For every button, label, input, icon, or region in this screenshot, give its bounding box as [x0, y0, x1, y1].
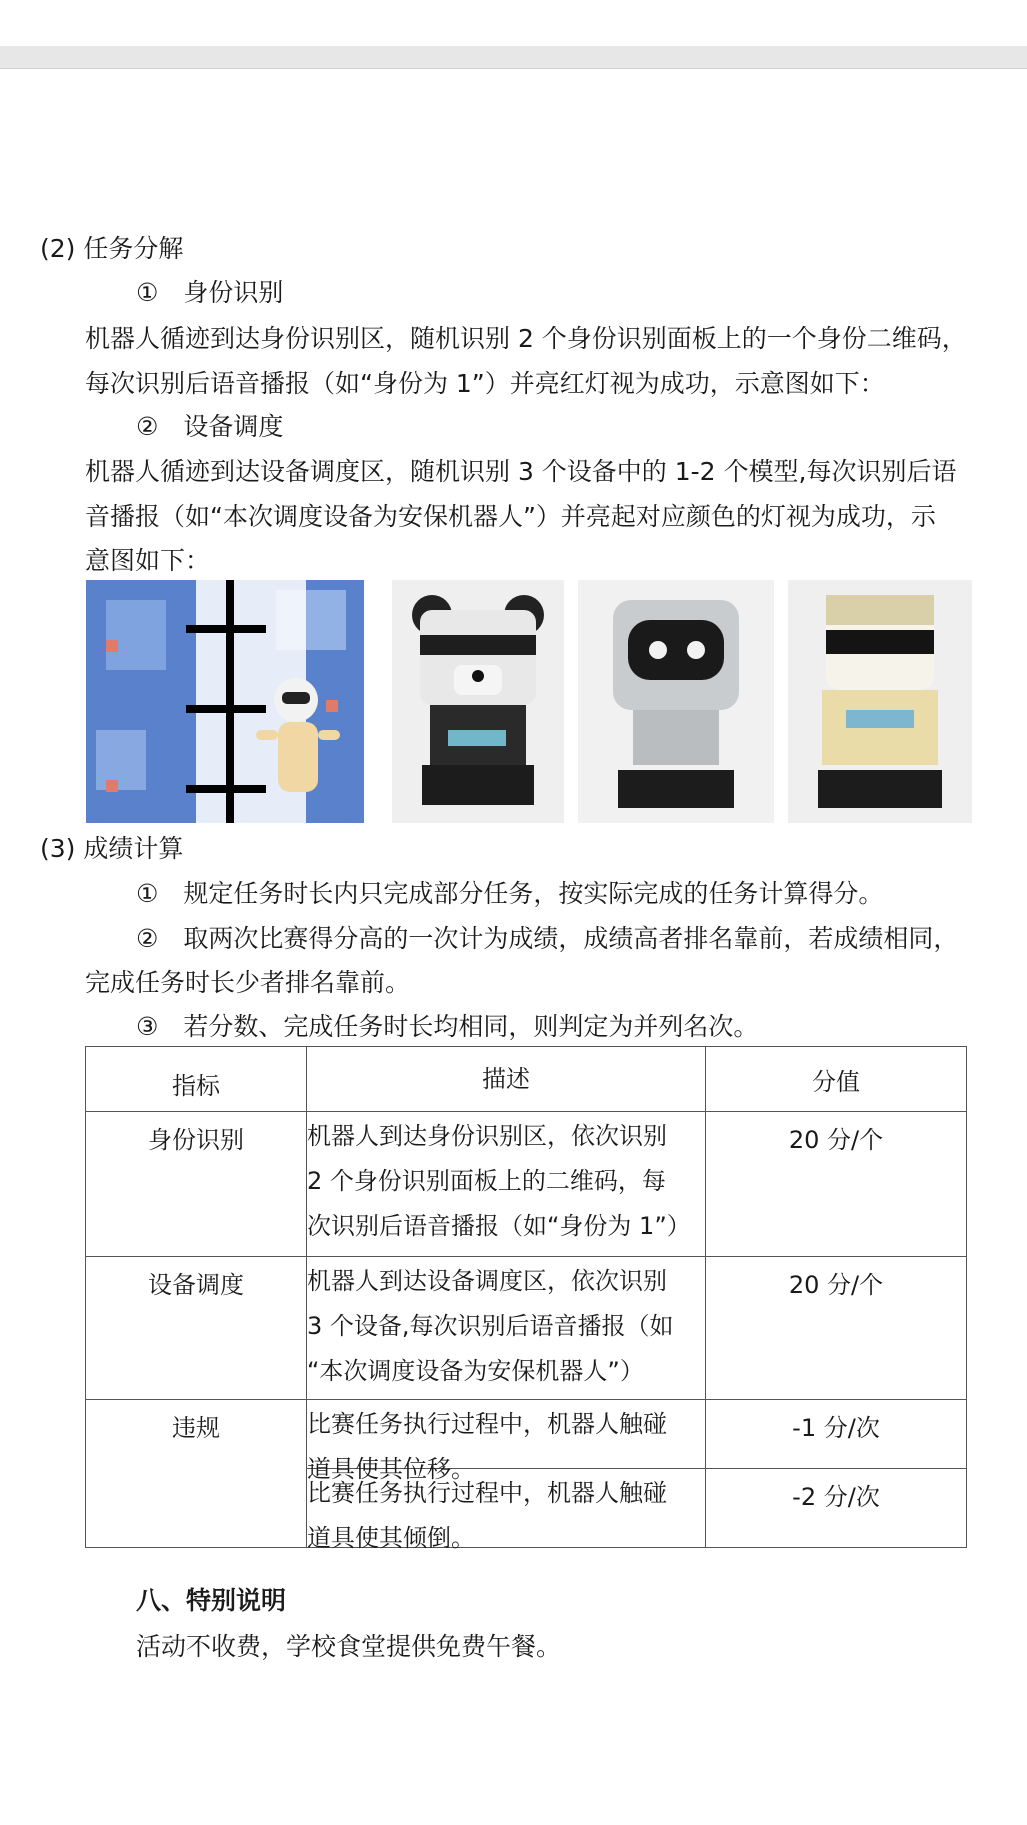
task-item-device-text-1: 机器人循迹到达设备调度区，随机识别 3 个设备中的 1-2 个模型,每次识别后语	[85, 457, 957, 486]
row-score: -2 分/次	[706, 1469, 967, 1548]
row-description	[307, 1469, 706, 1552]
task-item-device-title: ② 设备调度	[136, 412, 284, 441]
transparent-robot-model-photo	[578, 580, 774, 823]
description-line: 机器人到达身份识别区，依次识别	[307, 1122, 667, 1150]
description-line: 2 个身份识别面板上的二维码，每	[307, 1167, 666, 1195]
row-indicator: 设备调度	[86, 1257, 307, 1400]
viewer-toolbar	[0, 46, 1027, 69]
task-item-device-text-2: 音播报（如“本次调度设备为安保机器人”）并亮起对应颜色的灯视为成功，示	[85, 502, 936, 531]
description-line: 道具使其倾倒。	[307, 1524, 475, 1552]
score-rule-3: ③ 若分数、完成任务时长均相同，则判定为并列名次。	[136, 1012, 759, 1041]
section-task-heading: (2) 任务分解	[40, 234, 184, 263]
row-indicator: 违规	[86, 1400, 307, 1548]
table-row	[86, 1112, 967, 1257]
special-note-text: 活动不收费，学校食堂提供免费午餐。	[136, 1632, 562, 1661]
task-item-identity-text-2: 每次识别后语音播报（如“身份为 1”）并亮红灯视为成功，示意图如下：	[85, 369, 885, 398]
panda-robot-model-photo	[392, 580, 564, 823]
track-illustration	[86, 580, 364, 823]
description-line: 机器人到达设备调度区，依次识别	[307, 1267, 667, 1295]
table-header-description: 描述	[307, 1047, 706, 1112]
table-row	[86, 1257, 967, 1400]
table-header-indicator: 指标	[86, 1047, 307, 1112]
description-line: 3 个设备,每次识别后语音播报（如	[307, 1312, 674, 1340]
description-line: 比赛任务执行过程中，机器人触碰	[307, 1410, 667, 1438]
table-row	[86, 1400, 967, 1469]
description-line: 比赛任务执行过程中，机器人触碰	[307, 1479, 667, 1507]
section-special-heading: 八、特别说明	[136, 1586, 287, 1615]
row-indicator: 身份识别	[86, 1112, 307, 1257]
row-score: 20 分/个	[706, 1112, 967, 1257]
row-score: 20 分/个	[706, 1257, 967, 1400]
description-line: “本次调度设备为安保机器人”）	[307, 1357, 644, 1385]
task-item-identity-text-1: 机器人循迹到达身份识别区，随机识别 2 个身份识别面板上的一个身份二维码，	[85, 324, 967, 353]
row-score: -1 分/次	[706, 1400, 967, 1469]
table-header-score: 分值	[706, 1047, 967, 1112]
description-line: 次识别后语音播报（如“身份为 1”）	[307, 1212, 691, 1240]
score-rule-1: ① 规定任务时长内只完成部分任务，按实际完成的任务计算得分。	[136, 879, 884, 908]
task-item-device-text-3: 意图如下：	[85, 546, 211, 575]
row-description	[307, 1400, 706, 1483]
row-description	[307, 1257, 706, 1400]
security-robot-model-photo	[788, 580, 972, 823]
scoring-table	[85, 1046, 967, 1552]
task-item-identity-title: ① 身份识别	[136, 278, 284, 307]
score-rule-2-line-2: 完成任务时长少者排名靠前。	[85, 968, 411, 997]
section-score-heading: (3) 成绩计算	[40, 834, 184, 863]
description-line: 道具使其位移。	[307, 1455, 475, 1483]
score-rule-2-line-1: ② 取两次比赛得分高的一次计为成绩，成绩高者排名靠前，若成绩相同，	[136, 924, 959, 953]
row-description	[307, 1112, 706, 1257]
table-header-row	[86, 1047, 967, 1112]
